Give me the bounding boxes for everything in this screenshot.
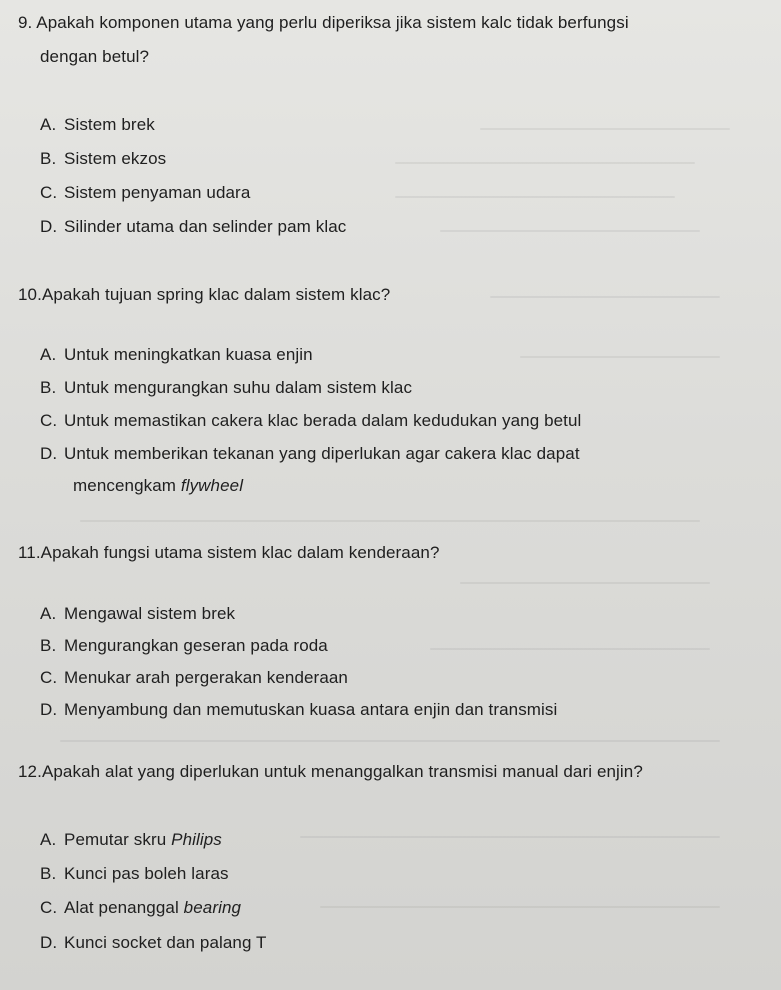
question-12-option-d (40, 932, 267, 954)
question-text: Apakah tujuan spring klac dalam sistem klac? (41, 285, 391, 304)
question-11-line1 (18, 542, 440, 564)
question-10-option-a (40, 344, 313, 366)
option-text: Mengawal sistem brek (64, 604, 236, 623)
question-number: 10. (18, 285, 42, 304)
question-number: 12. (18, 762, 42, 781)
option-letter: D. (40, 217, 58, 236)
question-12-line1 (18, 761, 643, 783)
show-through-mark (300, 836, 720, 838)
question-10-option-d-continuation (73, 475, 243, 497)
option-text-italic: bearing (183, 898, 242, 917)
option-text: Menyambung dan memutuskan kuasa antara enjin dan transmisi (64, 700, 558, 719)
option-text: mencengkam (73, 476, 181, 495)
show-through-mark (460, 582, 710, 584)
option-letter: C. (40, 411, 58, 430)
option-letter: C. (40, 898, 58, 917)
question-9-option-a (40, 114, 155, 136)
option-text: Untuk mengurangkan suhu dalam sistem klac (64, 378, 413, 397)
question-10-option-b (40, 377, 412, 399)
question-9-line2: dengan betul? (40, 47, 150, 66)
option-text: Untuk meningkatkan kuasa enjin (64, 345, 313, 364)
question-9-option-c (40, 182, 250, 204)
option-letter: A. (40, 345, 57, 364)
show-through-mark (430, 648, 710, 650)
show-through-mark (440, 230, 700, 232)
option-letter: B. (40, 378, 57, 397)
show-through-mark (395, 196, 675, 198)
option-text: Kunci pas boleh laras (64, 864, 229, 883)
option-text: Alat penanggal (64, 898, 184, 917)
question-number: 11. (18, 543, 41, 562)
option-text-italic: Philips (171, 830, 222, 849)
question-11-option-c (40, 667, 348, 689)
question-9-option-d (40, 216, 346, 238)
question-number: 9. (18, 13, 33, 32)
question-text: Apakah komponen utama yang perlu diperiksa jika sistem kalc tidak berfungsi (36, 13, 629, 32)
question-12-option-c (40, 897, 241, 919)
show-through-mark (60, 740, 720, 742)
question-11-option-a (40, 603, 235, 625)
option-letter: A. (40, 115, 57, 134)
option-letter: C. (40, 183, 58, 202)
question-10-line1 (18, 284, 390, 306)
option-text: Pemutar skru (64, 830, 172, 849)
show-through-mark (320, 906, 720, 908)
option-letter: A. (40, 830, 57, 849)
option-letter: D. (40, 933, 58, 952)
question-10-option-c (40, 410, 581, 432)
show-through-mark (490, 296, 720, 298)
option-text: Mengurangkan geseran pada roda (64, 636, 328, 655)
option-text-italic: flywheel (180, 476, 244, 495)
option-letter: B. (40, 864, 57, 883)
option-text: Silinder utama dan selinder pam klac (64, 217, 347, 236)
question-10-option-d (40, 443, 580, 465)
option-text: Sistem penyaman udara (64, 183, 251, 202)
option-letter: B. (40, 636, 57, 655)
question-9-option-b (40, 148, 166, 170)
option-letter: C. (40, 668, 58, 687)
option-letter: D. (40, 444, 58, 463)
option-letter: A. (40, 604, 57, 623)
show-through-mark (395, 162, 695, 164)
question-text: Apakah alat yang diperlukan untuk menanggalkan transmisi manual dari enjin? (41, 762, 643, 781)
option-text: Sistem ekzos (64, 149, 167, 168)
question-12-option-a (40, 829, 222, 851)
option-letter: D. (40, 700, 58, 719)
option-text: Kunci socket dan palang T (64, 933, 267, 952)
question-11-option-d (40, 699, 557, 721)
question-9-line1 (18, 12, 629, 34)
option-text: Sistem brek (64, 115, 155, 134)
question-text: Apakah fungsi utama sistem klac dalam kenderaan? (40, 543, 440, 562)
option-text: Untuk memberikan tekanan yang diperlukan agar cakera klac dapat (64, 444, 580, 463)
question-12-option-b (40, 863, 229, 885)
option-text: Untuk memastikan cakera klac berada dalam kedudukan yang betul (64, 411, 582, 430)
question-11-option-b (40, 635, 328, 657)
option-letter: B. (40, 149, 57, 168)
show-through-mark (80, 520, 700, 522)
option-text: Menukar arah pergerakan kenderaan (64, 668, 348, 687)
show-through-mark (480, 128, 730, 130)
show-through-mark (520, 356, 720, 358)
